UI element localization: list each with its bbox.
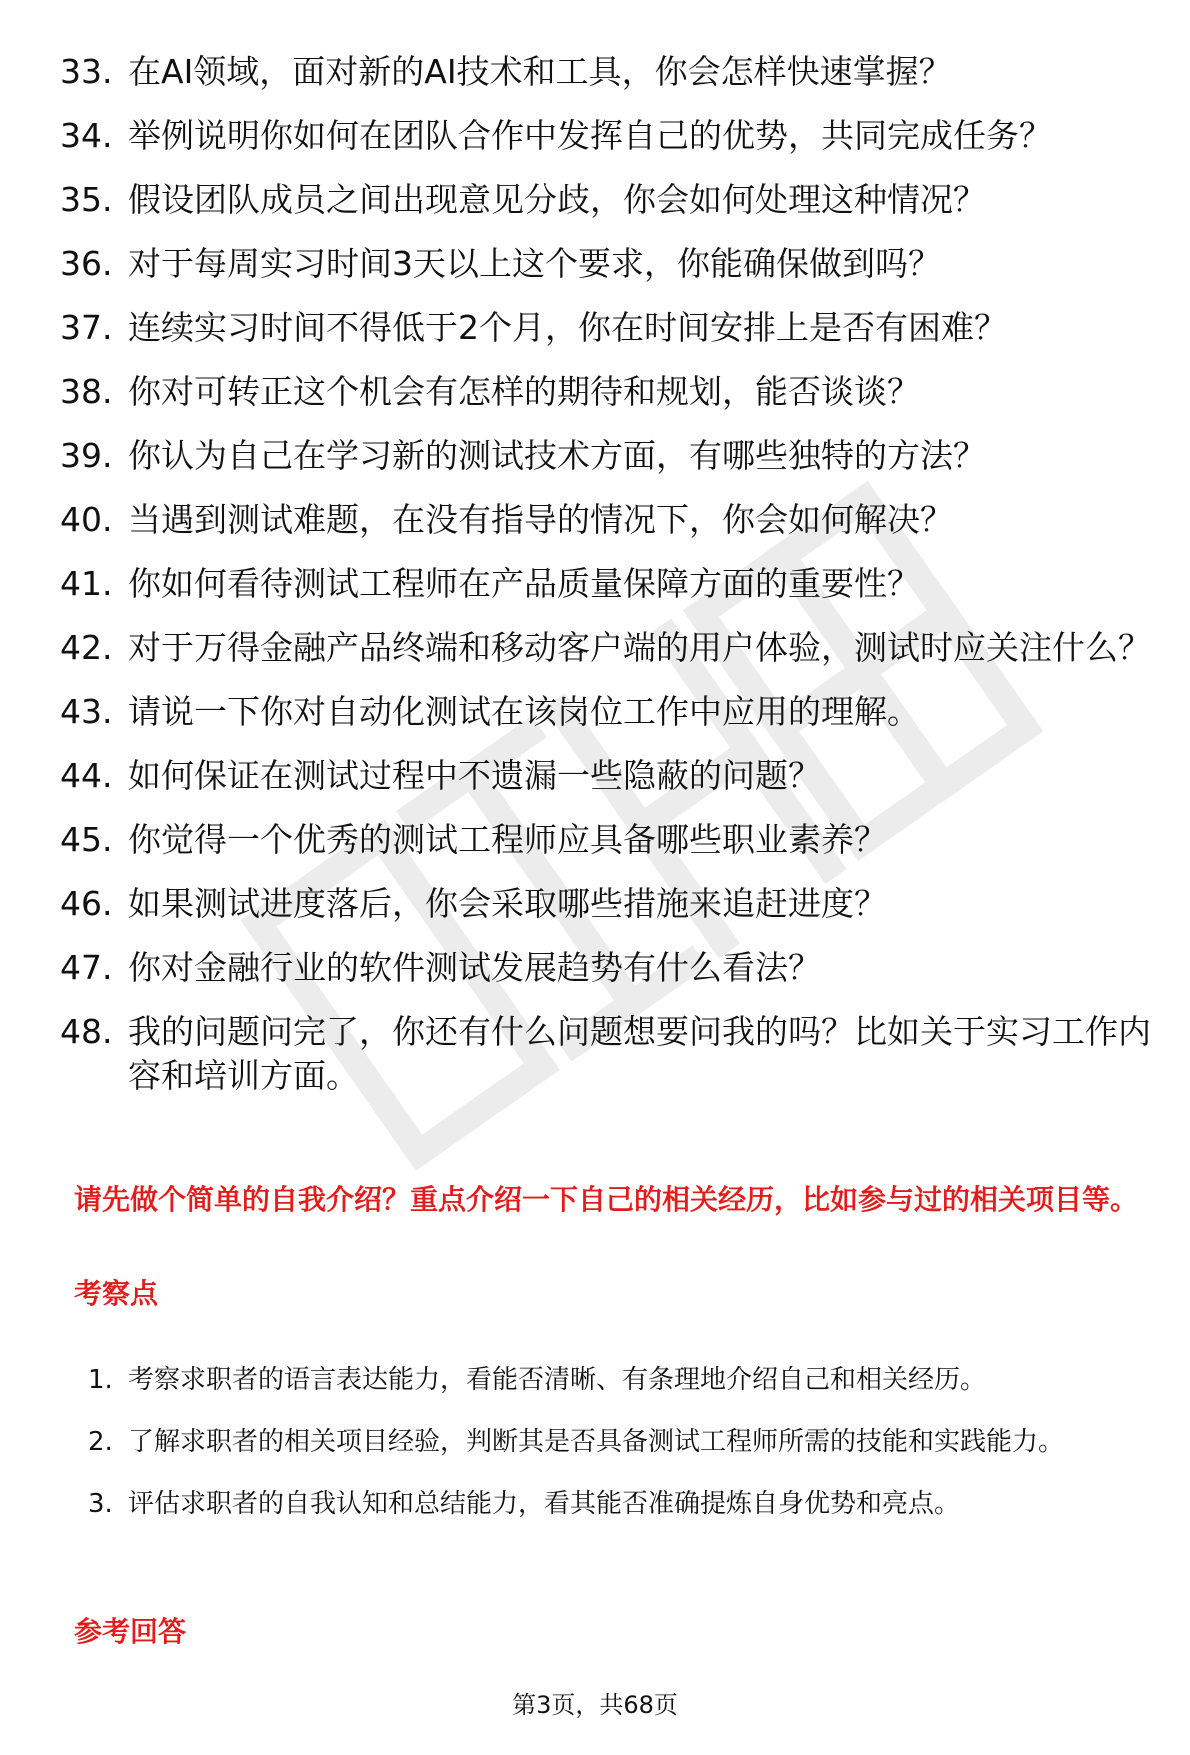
question-text: 对于每周实习时间3天以上这个要求，你能确保做到吗？ <box>128 244 941 283</box>
question-text: 如何保证在测试过程中不遗漏一些隐蔽的问题？ <box>128 756 821 795</box>
point-number: 3. <box>88 1489 113 1519</box>
answer-heading: 参考回答 <box>74 1615 187 1648</box>
question-text: 你对金融行业的软件测试发展趋势有什么看法？ <box>128 948 821 987</box>
list-item <box>88 1352 1158 1408</box>
question-number: 44. <box>60 756 113 795</box>
section-heading: 请先做个简单的自我介绍？重点介绍一下自己的相关经历，比如参与过的相关项目等。 <box>74 1183 1139 1216</box>
point-number: 1. <box>88 1365 113 1395</box>
question-text: 请说一下你对自动化测试在该岗位工作中应用的理解。 <box>128 692 920 731</box>
list-item <box>60 50 1160 94</box>
list-item <box>60 626 1160 670</box>
list-item <box>60 754 1160 798</box>
list-item <box>60 178 1160 222</box>
list-item <box>60 498 1160 542</box>
question-text: 假设团队成员之间出现意见分歧，你会如何处理这种情况？ <box>128 180 986 219</box>
question-number: 41. <box>60 564 113 603</box>
question-list <box>60 50 1160 1118</box>
question-number: 35. <box>60 180 113 219</box>
list-item <box>60 690 1160 734</box>
list-item <box>60 818 1160 862</box>
points-heading: 考察点 <box>74 1277 159 1310</box>
question-number: 40. <box>60 500 113 539</box>
question-text: 你对可转正这个机会有怎样的期待和规划，能否谈谈？ <box>128 372 920 411</box>
question-number: 33. <box>60 52 113 91</box>
list-item <box>60 882 1160 926</box>
question-number: 36. <box>60 244 113 283</box>
list-item <box>60 562 1160 606</box>
list-item <box>60 306 1160 350</box>
list-item <box>88 1414 1158 1470</box>
point-text: 了解求职者的相关项目经验，判断其是否具备测试工程师所需的技能和实践能力。 <box>128 1427 1065 1457</box>
question-text: 连续实习时间不得低于2个月，你在时间安排上是否有困难？ <box>128 308 1007 347</box>
point-text: 评估求职者的自我认知和总结能力，看其能否准确提炼自身优势和亮点。 <box>128 1489 961 1519</box>
question-number: 43. <box>60 692 113 731</box>
question-text: 当遇到测试难题，在没有指导的情况下，你会如何解决？ <box>128 500 953 539</box>
question-number: 46. <box>60 884 113 923</box>
question-number: 45. <box>60 820 113 859</box>
question-number: 47. <box>60 948 113 987</box>
question-text: 你如何看待测试工程师在产品质量保障方面的重要性？ <box>128 564 920 603</box>
list-item <box>60 370 1160 414</box>
question-number: 48. <box>60 1012 113 1051</box>
list-item <box>88 1476 1158 1532</box>
question-number: 38. <box>60 372 113 411</box>
question-text: 你认为自己在学习新的测试技术方面，有哪些独特的方法？ <box>128 436 986 475</box>
page-number: 第3页，共68页 <box>512 1691 678 1719</box>
list-item <box>60 434 1160 478</box>
question-number: 39. <box>60 436 113 475</box>
point-number: 2. <box>88 1427 113 1457</box>
question-text: 在AI领域，面对新的AI技术和工具，你会怎样快速掌握？ <box>128 52 952 91</box>
question-text: 我的问题问完了，你还有什么问题想要问我的吗？比如关于实习工作内容和培训方面。 <box>128 1012 1151 1095</box>
list-item <box>60 946 1160 990</box>
question-number: 37. <box>60 308 113 347</box>
points-list <box>88 1352 1158 1538</box>
question-number: 34. <box>60 116 113 155</box>
question-text: 对于万得金融产品终端和移动客户端的用户体验，测试时应关注什么？ <box>128 628 1151 667</box>
question-text: 如果测试进度落后，你会采取哪些措施来追赶进度？ <box>128 884 887 923</box>
question-text: 举例说明你如何在团队合作中发挥自己的优势，共同完成任务？ <box>128 116 1052 155</box>
question-text: 你觉得一个优秀的测试工程师应具备哪些职业素养？ <box>128 820 887 859</box>
point-text: 考察求职者的语言表达能力，看能否清晰、有条理地介绍自己和相关经历。 <box>128 1365 987 1395</box>
list-item <box>60 242 1160 286</box>
question-number: 42. <box>60 628 113 667</box>
list-item <box>60 1010 1160 1098</box>
list-item <box>60 114 1160 158</box>
